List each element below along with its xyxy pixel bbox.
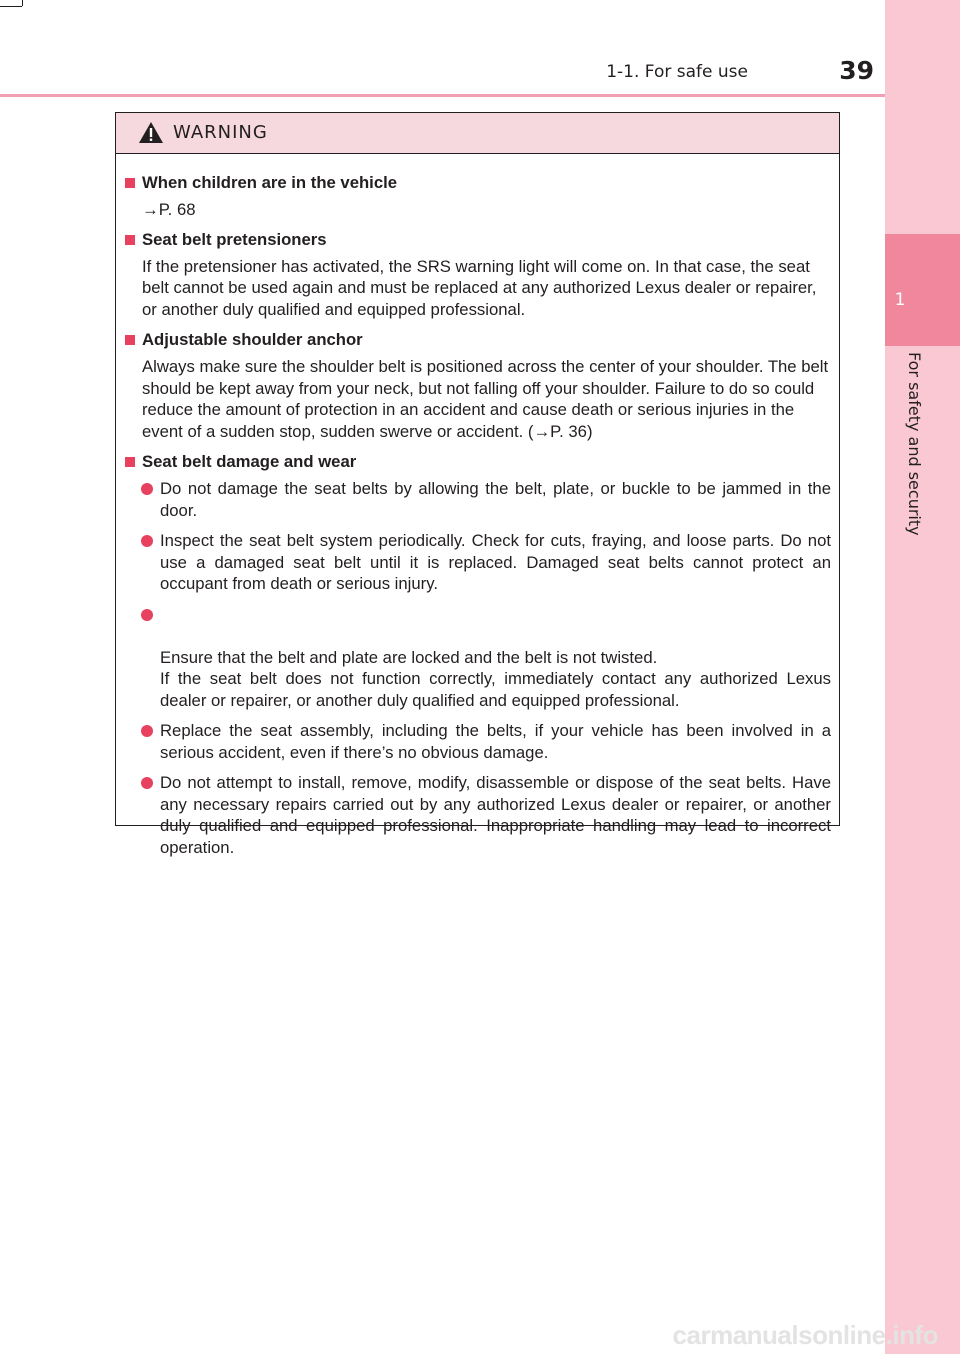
warning-section <box>124 229 831 321</box>
square-bullet-icon <box>125 335 135 345</box>
bullet-item: Replace the seat assembly, including the belts, if your vehicle has been involved in a serious accident, even if there’s no obvious damage. <box>124 720 831 763</box>
chapter-label: For safety and security <box>905 352 924 536</box>
circle-bullet-icon <box>141 609 153 621</box>
warning-triangle-icon <box>138 121 164 144</box>
chapter-number: 1 <box>894 290 906 310</box>
section-heading: When children are in the vehicle <box>124 172 831 194</box>
circle-bullet-icon <box>141 777 153 789</box>
section-title: 1-1. For safe use <box>606 62 748 82</box>
section-heading: Adjustable shoulder anchor <box>124 329 831 351</box>
square-bullet-icon <box>125 235 135 245</box>
watermark: carmanualsonline.info <box>672 1320 938 1350</box>
circle-bullet-icon <box>141 725 153 737</box>
warning-section <box>124 451 831 858</box>
warning-header <box>116 113 839 154</box>
section-heading: Seat belt damage and wear <box>124 451 831 473</box>
warning-section <box>124 172 831 221</box>
square-bullet-icon <box>125 457 135 467</box>
header-rule <box>0 94 885 97</box>
crop-mark <box>22 0 23 6</box>
warning-section <box>124 329 831 442</box>
section-heading: Seat belt pretensioners <box>124 229 831 251</box>
circle-bullet-icon <box>141 483 153 495</box>
bullet-item: Do not damage the seat belts by allowing the belt, plate, or buckle to be jammed in the door. <box>124 478 831 521</box>
circle-bullet-icon <box>141 535 153 547</box>
section-text: Always make sure the shoulder belt is positioned across the center of your shoulder. The belt should be kept away from your neck, but not falling off your shoulder. Failure to do so could reduce the amount of protection in an accident and cause death or serious injuries in the event of a sudden stop, sudden swerve or accident. (→P. 36) <box>142 357 829 441</box>
bullet-item: Inspect the seat belt system periodically. Check for cuts, fraying, and loose parts. Do not use a damaged seat belt until it is replaced. Damaged seat belts cannot protect an occupant from death or serious injury. <box>124 530 831 595</box>
warning-title: WARNING <box>173 122 268 143</box>
page-number: 39 <box>839 56 874 85</box>
warning-body <box>116 154 839 858</box>
section-text: If the pretensioner has activated, the SRS warning light will come on. In that case, the seat belt cannot be used again and must be replaced at any authorized Lexus dealer or repairer, or another duly qualified and equipped professional. <box>142 256 817 319</box>
bullet-item: Do not attempt to install, remove, modify, disassemble or dispose of the seat belts. Have any necessary repairs carried out by any authorized Lexus dealer or repairer, or another duly qualified and equipped professional. Inappropriate handling may lead to incorrect operation. <box>124 772 831 858</box>
square-bullet-icon <box>125 178 135 188</box>
bullet-item: Ensure that the belt and plate are locked and the belt is not twisted. If the seat belt does not function correctly, immediately contact any authorized Lexus dealer or repairer, or another duly qualified and equipped professional. <box>124 604 831 712</box>
chapter-side-tab <box>885 0 960 1354</box>
crop-mark <box>0 6 22 7</box>
page-reference: →P. 68 <box>142 200 196 219</box>
warning-box <box>115 112 840 857</box>
